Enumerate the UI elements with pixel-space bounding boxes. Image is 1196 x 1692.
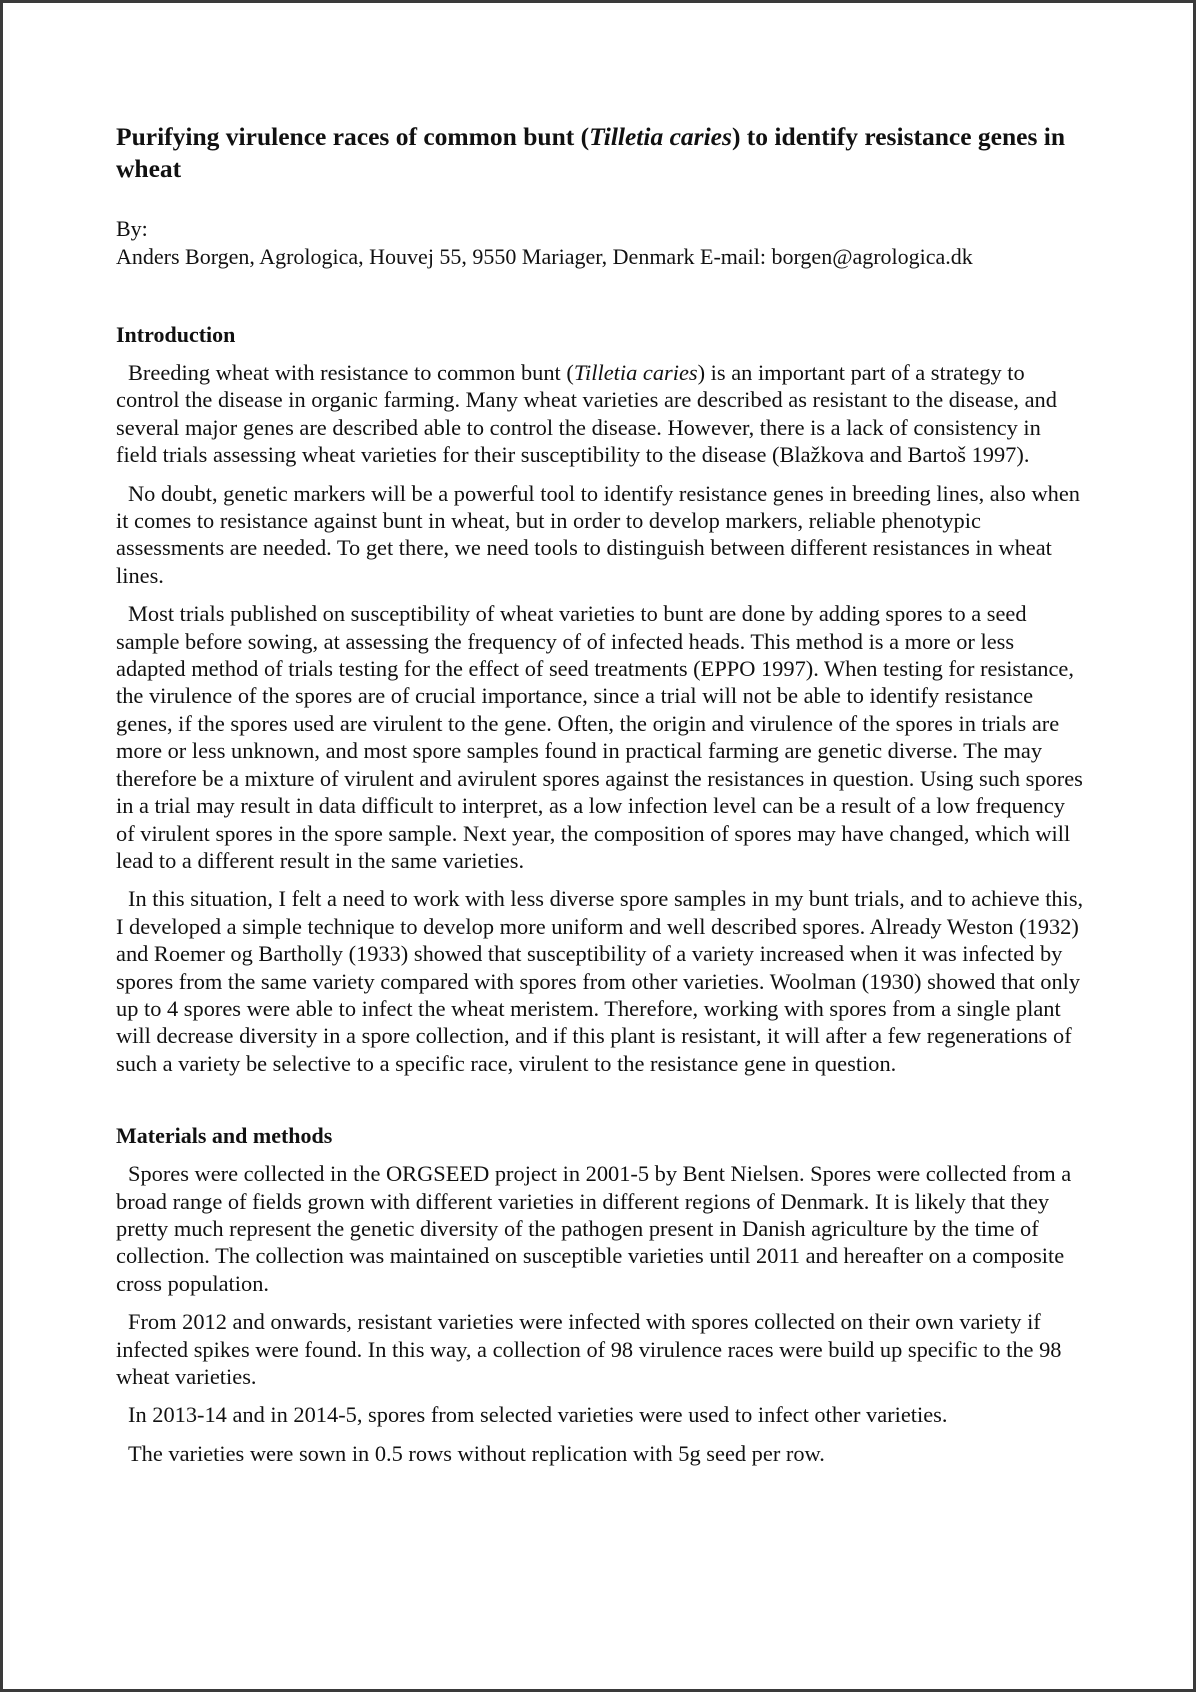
paper-title: Purifying virulence races of common bunt (Tilletia caries) to identify resistance genes in wheat	[116, 122, 1066, 183]
section-heading-methods: Materials and methods	[116, 1123, 333, 1149]
methods-paragraph-1: Spores were collected in the ORGSEED project in 2001-5 by Bent Nielsen. Spores were collected from a broad range of fields grown with different varieties in different regions of Denmark. It is likely that they pretty much represent the genetic diversity of the pathogen present in Danish agriculture by the time of collection. The collection was maintained on susceptible varieties until 2011 and hereafter on a composite cross population.	[116, 1161, 1072, 1296]
section-heading-introduction: Introduction	[116, 322, 236, 347]
intro-species-name: Tilletia caries	[573, 360, 698, 385]
author-affiliation: Anders Borgen, Agrologica, Houvej 55, 9550 Mariager, Denmark E-mail: borgen@agrologica.dk	[116, 244, 973, 269]
methods-paragraph-2: From 2012 and onwards, resistant varieties were infected with spores collected on their own variety if infected spikes were found. In this way, a collection of 98 virulence races were build up specific to the 98 wheat varieties.	[116, 1309, 1062, 1389]
title-species-name: Tilletia caries	[589, 122, 732, 151]
methods-paragraph-4: The varieties were sown in 0.5 rows without replication with 5g seed per row.	[128, 1440, 825, 1466]
document-body	[116, 121, 1086, 1478]
by-label: By:	[116, 216, 148, 241]
intro-paragraph-1: Breeding wheat with resistance to common bunt (Tilletia caries) is an important part of a strategy to control the disease in organic farming. Many wheat varieties are described as resistant to the disease, and several major genes are described able to control the disease. However, there is a lack of consistency in field trials assessing wheat varieties for their susceptibility to the disease (Blažkova and Bartoš 1997).	[116, 360, 1057, 468]
intro-paragraph-2: No doubt, genetic markers will be a powerful tool to identify resistance genes in breeding lines, also when it comes to resistance against bunt in wheat, but in order to develop markers, reliable phenotypic assessments are needed. To get there, we need tools to distinguish between different resistances in wheat lines.	[116, 480, 1080, 588]
methods-paragraph-3: In 2013-14 and in 2014-5, spores from selected varieties were used to infect other varieties.	[128, 1402, 948, 1428]
intro-paragraph-3: Most trials published on susceptibility of wheat varieties to bunt are done by adding spores to a seed sample before sowing, at assessing the frequency of of infected heads. This method is a more or less adapted method of trials testing for the effect of seed treatments (EPPO 1997). When testing for resistance, the virulence of the spores are of crucial importance, since a trial will not be able to identify resistance genes, if the spores used are virulent to the gene. Often, the origin and virulence of the spores in trials are more or less unknown, and most spore samples found in practical farming are genetic diverse. The may therefore be a mixture of virulent and avirulent spores against the resistances in question. Using such spores in a trial may result in data difficult to interpret, as a low infection level can be a result of a low frequency of virulent spores in the spore sample. Next year, the composition of spores may have changed, which will lead to a different result in the same varieties.	[116, 601, 1083, 873]
intro-paragraph-4: In this situation, I felt a need to work with less diverse spore samples in my bunt trials, and to achieve this, I developed a simple technique to develop more uniform and well described spores. Already Weston (1932) and Roemer og Bartholly (1933) showed that susceptibility of a variety increased when it was infected by spores from the same variety compared with spores from other varieties. Woolman (1930) showed that only up to 4 spores were able to infect the wheat meristem. Therefore, working with spores from a single plant will decrease diversity in a spore collection, and if this plant is resistant, it will after a few regenerations of such a variety be selective to a specific race, virulent to the resistance gene in question.	[116, 886, 1084, 1076]
author-block	[116, 215, 1086, 271]
section-spacer	[116, 1088, 1086, 1122]
